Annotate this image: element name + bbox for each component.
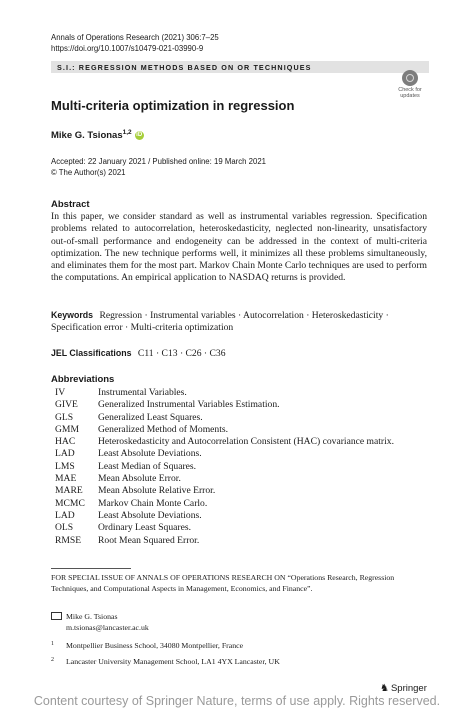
jel-section <box>51 348 226 359</box>
abbreviation-code: LMS <box>55 460 75 472</box>
abbreviation-code: RMSE <box>55 534 82 546</box>
abbreviation-row <box>55 473 394 485</box>
abbreviation-definition: Generalized Least Squares. <box>98 411 203 423</box>
abbreviation-row <box>55 448 394 460</box>
abbreviation-code: HAC <box>55 436 76 448</box>
affiliation-text: Montpellier Business School, 34080 Montpellier, France <box>66 641 244 650</box>
contact-name: Mike G. Tsionas <box>66 612 118 621</box>
abbreviation-code: GLS <box>55 411 74 423</box>
abbreviation-definition: Mean Absolute Relative Error. <box>98 485 216 497</box>
jel-codes: C11 · C13 · C26 · C36 <box>137 348 226 359</box>
affiliation-number: 2 <box>51 657 54 663</box>
corresponding-author <box>51 612 149 632</box>
abbreviation-code: LAD <box>55 509 75 521</box>
abbreviation-definition: Generalized Instrumental Variables Estimation. <box>98 399 280 411</box>
abbreviations-heading: Abbreviations <box>51 374 115 385</box>
abbreviation-row <box>55 399 394 411</box>
publication-dates <box>51 157 266 178</box>
abbreviation-code: LAD <box>55 448 75 460</box>
abbreviations-list <box>55 387 394 547</box>
keywords-text: Regression · Instrumental variables · Autocorrelation · Heteroskedasticity · Specification error · Multi-criteria optimization <box>51 310 389 334</box>
abbreviation-code: MARE <box>55 485 83 497</box>
abbreviation-definition: Root Mean Squared Error. <box>98 534 200 546</box>
springer-horse-icon: ♞ <box>380 683 389 694</box>
keywords-section <box>51 309 431 335</box>
abbreviation-definition: Mean Absolute Error. <box>98 473 181 485</box>
abbreviation-definition: Generalized Method of Moments. <box>98 423 229 435</box>
badge-line-1: Check for <box>398 87 422 93</box>
abbreviation-row <box>55 485 394 497</box>
abbreviation-code: MCMC <box>55 497 85 509</box>
check-for-updates-icon <box>402 70 418 86</box>
abbreviation-row <box>55 424 394 436</box>
special-issue-footnote: FOR SPECIAL ISSUE OF ANNALS OF OPERATIONS RESEARCH ON “Operations Research, Regression Techniques, and Computational Aspects in Management, Economics, and Finance”. <box>51 573 395 593</box>
abstract-text: In this paper, we consider standard as well as instrumental variables regression. Specification problems related to autocorrelation, heteroskedasticity, neglected non-linearity, unsatisfactory out-of-small performance and endogeneity can be addressed in the context of multi-criteria optimization. The new technique performs well, it minimizes all these problems simultaneously, and eliminates them for the most part. Markov Chain Monte Carlo techniques are used to perform the computations. An empirical application to NASDAQ returns is provided. <box>51 211 427 284</box>
abbreviation-row <box>55 412 394 424</box>
abbreviation-row <box>55 535 394 547</box>
abbreviation-row <box>55 436 394 448</box>
special-issue-banner <box>51 61 429 73</box>
doi-link[interactable]: https://doi.org/10.1007/s10479-021-03990-9 <box>51 43 204 53</box>
check-for-updates-badge[interactable] <box>391 70 429 100</box>
affiliation-2 <box>51 657 280 666</box>
abbreviation-code: MAE <box>55 473 77 485</box>
publisher-logo <box>380 683 427 694</box>
abbreviation-definition: Least Absolute Deviations. <box>98 448 202 460</box>
affiliation-1 <box>51 641 243 650</box>
publisher-name: Springer <box>390 683 427 694</box>
abbreviation-code: IV <box>55 387 66 398</box>
abbreviation-row <box>55 387 394 399</box>
abbreviation-definition: Least Absolute Deviations. <box>98 509 202 521</box>
special-issue-label: S.I.: REGRESSION METHODS BASED ON OR TECHNIQUES <box>57 62 312 72</box>
contact-email[interactable]: m.tsionas@lancaster.ac.uk <box>66 622 149 632</box>
abstract-heading: Abstract <box>51 199 90 210</box>
abbreviation-code: GMM <box>55 423 79 435</box>
abbreviation-definition: Least Median of Squares. <box>98 460 197 472</box>
abbreviation-row <box>55 522 394 534</box>
author-line <box>51 129 144 141</box>
footnote-divider <box>51 568 131 569</box>
copyright-line: © The Author(s) 2021 <box>51 167 126 177</box>
keywords-heading: Keywords <box>51 310 94 320</box>
abbreviation-row <box>55 461 394 473</box>
author-affiliation-marks: 1,2 <box>122 129 132 136</box>
abbreviation-row <box>55 498 394 510</box>
jel-heading: JEL Classifications <box>51 348 132 358</box>
abbreviation-code: OLS <box>55 522 74 534</box>
orcid-icon[interactable]: iD <box>136 132 143 139</box>
abbreviation-definition: Instrumental Variables. <box>98 387 187 398</box>
article-title: Multi-criteria optimization in regression <box>51 98 295 113</box>
author-name[interactable]: Mike G. Tsionas <box>51 130 123 142</box>
badge-line-2: updates <box>400 93 420 99</box>
dates-line: Accepted: 22 January 2021 / Published online: 19 March 2021 <box>51 157 266 166</box>
journal-line: Annals of Operations Research (2021) 306:7–25 <box>51 33 219 42</box>
abbreviation-definition: Heteroskedasticity and Autocorrelation Consistent (HAC) covariance matrix. <box>98 436 394 448</box>
abbreviation-code: GIVE <box>55 399 78 411</box>
abbreviation-row <box>55 510 394 522</box>
envelope-icon <box>51 612 62 620</box>
abbreviation-definition: Markov Chain Monte Carlo. <box>98 497 208 509</box>
affiliation-number: 1 <box>51 641 54 647</box>
journal-citation <box>51 33 219 54</box>
affiliation-text: Lancaster University Management School, LA1 4YX Lancaster, UK <box>66 657 280 666</box>
abbreviation-definition: Ordinary Least Squares. <box>98 522 191 534</box>
courtesy-notice: Content courtesy of Springer Nature, terms of use apply. Rights reserved. <box>33 694 441 708</box>
